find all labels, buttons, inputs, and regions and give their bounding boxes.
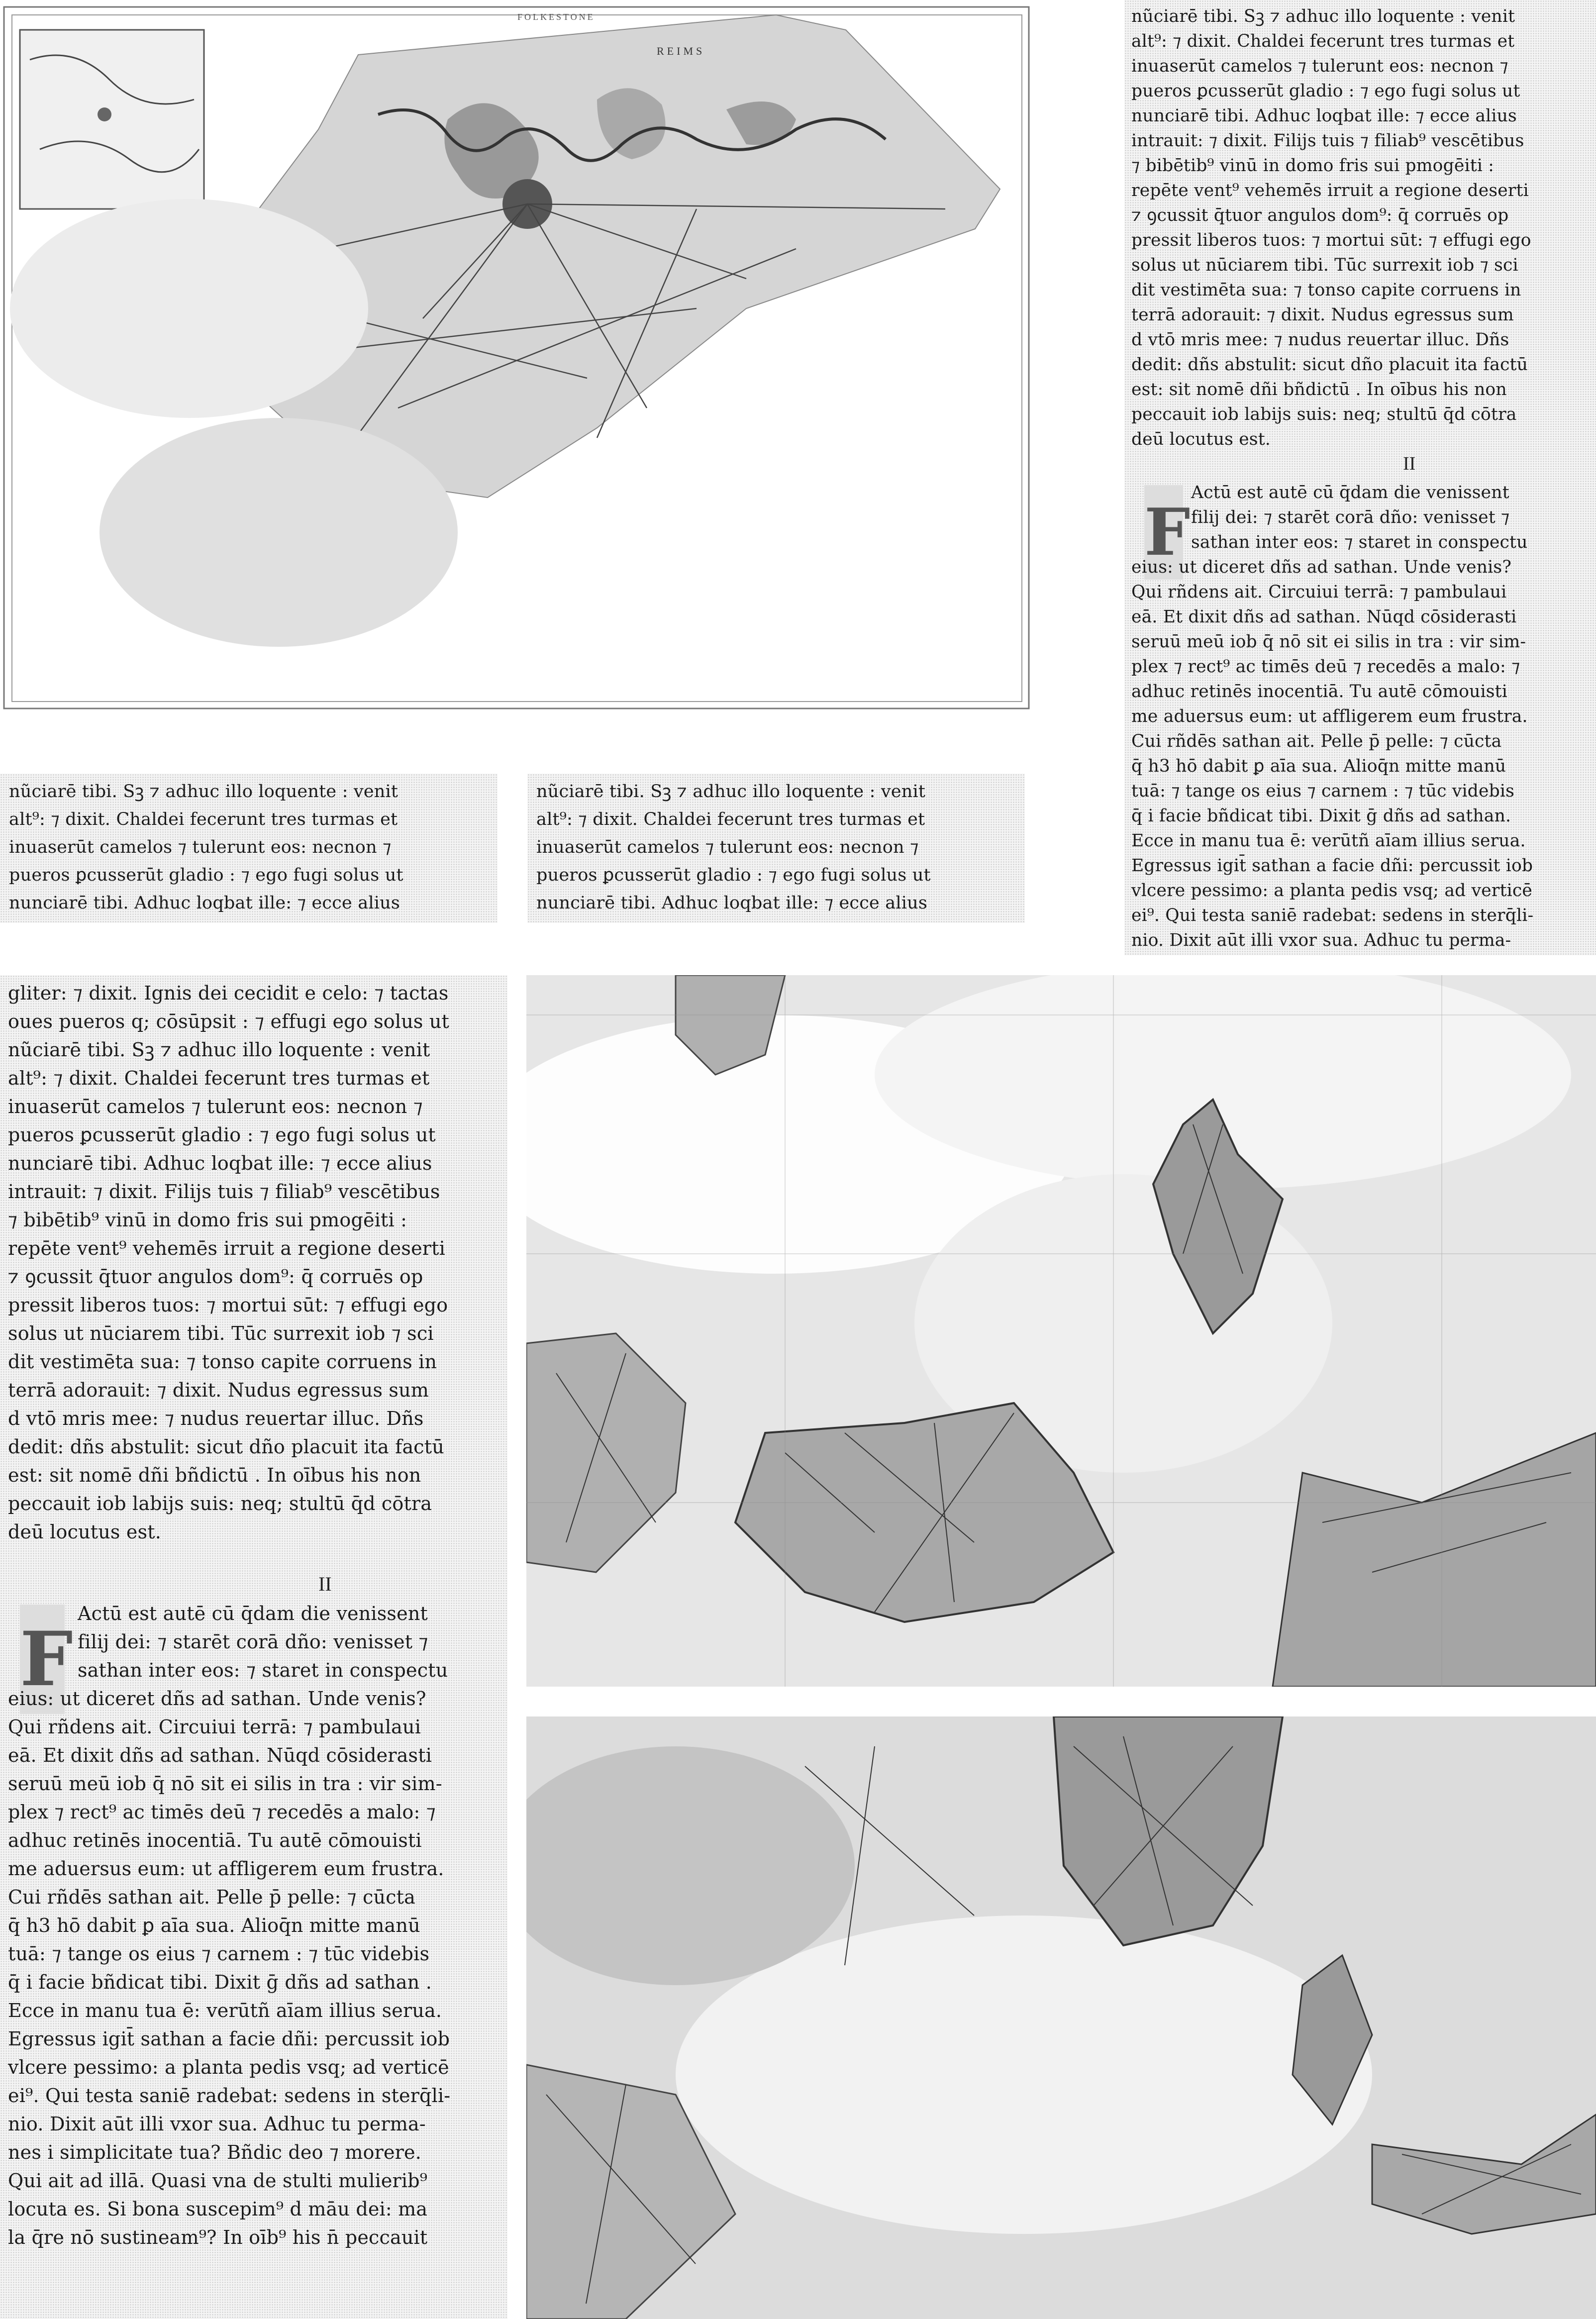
text-line: tuā: ⁊ tange os eius ⁊ carnem : ⁊ tūc videbis: [8, 1943, 430, 1965]
text-line: dit vestimēta sua: ⁊ tonso capite corruens in: [8, 1351, 437, 1373]
text-line: filij dei: ⁊ starēt corā dño: venisset ⁊: [1191, 507, 1510, 527]
text-line: pressit liberos tuos: ⁊ mortui sūt: ⁊ effugi ego: [8, 1294, 448, 1316]
text-line: nes i simplicitate tua? Bñdic deo ⁊ morere.: [8, 2141, 422, 2163]
map-panel-top-left: [0, 0, 1035, 712]
text-line: peccauit iob labijs suis: neq; stultū q̄d cōtra: [1131, 404, 1517, 424]
text-line: Ecce in manu tua ē: verūtñ aīam illius serua.: [8, 2000, 442, 2021]
text-line: d vtō mris mee: ⁊ nudus reuertar illuc. Dñs: [8, 1408, 424, 1429]
text-line: nũciarē tibi. Sꝫ ⁊ adhuc illo loquente : venit: [9, 782, 399, 802]
text-line: Cui rñdēs sathan ait. Pelle p̄ pelle: ⁊ cūcta: [8, 1886, 416, 1908]
text-line: intrauit: ⁊ dixit. Filijs tuis ⁊ filiab⁹ vescētibus: [1131, 131, 1524, 151]
text-line: Qui ait ad illā. Quasi vna de stulti mulierib⁹: [8, 2170, 428, 2192]
map-right-middle-graphic: [526, 975, 1596, 1687]
text-panel-left: [0, 975, 507, 2319]
text-line: alt⁹: ⁊ dixit. Chaldei fecerunt tres turmas et: [9, 809, 398, 829]
text-line: alt⁹: ⁊ dixit. Chaldei fecerunt tres turmas et: [8, 1067, 430, 1089]
text-line: seruū meū iob q̄ nō sit ei silis in tra : vir sim-: [1131, 632, 1526, 652]
text-line: pueros ꝑcusserūt gladio : ⁊ ego fugi solus ut: [8, 1124, 436, 1146]
text-line: nunciarē tibi. Adhuc loqbat ille: ⁊ ecce alius: [9, 893, 400, 913]
text-line: dedit: dñs abstulit: sicut dño placuit ita factū: [1131, 355, 1528, 375]
text-line: Qui rñdens ait. Circuiui terrā: ⁊ pambulaui: [8, 1716, 421, 1738]
map-right-bottom-graphic: [526, 1716, 1596, 2319]
text-line: terrā adorauit: ⁊ dixit. Nudus egressus sum: [8, 1379, 429, 1401]
text-line: terrā adorauit: ⁊ dixit. Nudus egressus sum: [1131, 305, 1514, 325]
text-line: gliter: ⁊ dixit. Ignis dei cecidit e celo: ⁊ tactas: [8, 982, 449, 1004]
text-strip-right-lines: [536, 778, 1019, 917]
text-line: q̄ h3 hō dabit ꝑ aīa sua. Alioq̄n mitte manū: [8, 1915, 420, 1936]
text-column-top-right-continued: [1131, 480, 1589, 953]
text-line: Qui rñdens ait. Circuiui terrā: ⁊ pambulaui: [1131, 582, 1507, 602]
text-line: vlcere pessimo: a planta pedis vsq; ad verticē: [1131, 881, 1533, 901]
text-line: ei⁹. Qui testa saniē radebat: sedens in sterq̄li-: [8, 2085, 451, 2107]
text-line: ⁊ ꝯcussit q̄tuor angulos dom⁹: q̄ corruēs op: [1131, 205, 1509, 225]
text-line: d vtō mris mee: ⁊ nudus reuertar illuc. Dñs: [1131, 330, 1509, 350]
text-line: Egressus igit̄ sathan a facie dñi: percussit iob: [1131, 856, 1533, 876]
text-strip-left: [0, 774, 498, 923]
text-line: pueros ꝑcusserūt gladio : ⁊ ego fugi solus ut: [1131, 81, 1520, 101]
text-line: nũciarē tibi. Sꝫ ⁊ adhuc illo loquente : venit: [8, 1039, 430, 1061]
chapter-number-left: II: [318, 1573, 332, 1595]
text-line: la q̄re nō sustineam⁹? In oīb⁹ his n̄ peccauit: [8, 2226, 428, 2248]
text-line: pueros ꝑcusserūt gladio : ⁊ ego fugi solus ut: [9, 865, 403, 885]
text-line: q̄ i facie bñdicat tibi. Dixit ḡ dñs ad sathan .: [8, 1971, 432, 1993]
text-line: intrauit: ⁊ dixit. Filijs tuis ⁊ filiab⁹ vescētibus: [8, 1181, 440, 1203]
text-line: repēte vent⁹ vehemēs irruit a regione deserti: [8, 1237, 445, 1259]
text-column-left: [8, 979, 500, 1546]
text-line: est: sit nomē dñi bñdictū . In oībus his non: [8, 1464, 421, 1486]
text-line: adhuc retinēs inocentiā. Tu autē cōmouisti: [8, 1829, 422, 1851]
text-line: seruū meū iob q̄ nō sit ei silis in tra : vir sim-: [8, 1773, 442, 1795]
text-line: alt⁹: ⁊ dixit. Chaldei fecerunt tres turmas et: [536, 809, 925, 829]
text-line: nũciarē tibi. Sꝫ ⁊ adhuc illo loquente : venit: [536, 782, 926, 802]
text-line: nio. Dixit aūt illi vxor sua. Adhuc tu perma-: [8, 2113, 426, 2135]
text-line: ⁊ bibētib⁹ vinū in domo fris sui pmogēiti :: [1131, 156, 1495, 176]
text-line: inuaserūt camelos ⁊ tulerunt eos: necnon ⁊: [536, 837, 919, 857]
text-line: vlcere pessimo: a planta pedis vsq; ad verticē: [8, 2056, 449, 2078]
text-line: me aduersus eum: ut affligerem eum frustra.: [1131, 706, 1528, 726]
text-line: locuta es. Si bona suscepim⁹ d māu dei: ma: [8, 2198, 428, 2220]
map-panel-right-middle: [526, 975, 1596, 1687]
text-line: deū locutus est.: [8, 1521, 162, 1543]
text-strip-left-lines: [9, 778, 492, 917]
text-line: q̄ h3 hō dabit ꝑ aīa sua. Alioq̄n mitte manū: [1131, 756, 1506, 776]
text-line: pressit liberos tuos: ⁊ mortui sūt: ⁊ effugi ego: [1131, 230, 1531, 250]
text-line: plex ⁊ rect⁹ ac timēs deū ⁊ recedēs a malo: ⁊: [1131, 657, 1520, 677]
text-line: inuaserūt camelos ⁊ tulerunt eos: necnon ⁊: [1131, 56, 1508, 76]
chapter-number-top-right: II: [1403, 453, 1416, 474]
text-line: dit vestimēta sua: ⁊ tonso capite corruens in: [1131, 280, 1521, 300]
text-line: nunciarē tibi. Adhuc loqbat ille: ⁊ ecce alius: [1131, 106, 1517, 126]
map-panel-right-bottom: [526, 1716, 1596, 2319]
text-line: nio. Dixit aūt illi vxor sua. Adhuc tu perma-: [1131, 930, 1511, 950]
text-line: pueros ꝑcusserūt gladio : ⁊ ego fugi solus ut: [536, 865, 931, 885]
drop-cap-left-icon: F: [20, 1605, 65, 1714]
text-line: oues pueros q; cōsūpsit : ⁊ effugi ego solus ut: [8, 1010, 449, 1032]
text-line: sathan inter eos: ⁊ staret in conspectu: [78, 1659, 448, 1681]
text-line: alt⁹: ⁊ dixit. Chaldei fecerunt tres turmas et: [1131, 31, 1515, 51]
text-line: Actū est autē cū q̄dam die venissent: [1191, 483, 1509, 503]
text-line: filij dei: ⁊ starēt corā dño: venisset ⁊: [78, 1631, 428, 1653]
text-panel-top-right: [1124, 0, 1596, 955]
text-line: nunciarē tibi. Adhuc loqbat ille: ⁊ ecce alius: [8, 1152, 432, 1174]
text-line: solus ut nūciarem tibi. Tūc surrexit iob ⁊ sci: [1131, 255, 1518, 275]
text-line: eā. Et dixit dñs ad sathan. Nūqd cōsiderasti: [8, 1744, 432, 1766]
map-label-corner: FOLKESTONE: [517, 12, 595, 22]
text-line: q̄ i facie bñdicat tibi. Dixit ḡ dñs ad sathan.: [1131, 806, 1511, 826]
text-line: me aduersus eum: ut affligerem eum frustra.: [8, 1858, 444, 1880]
text-line: ⁊ ꝯcussit q̄tuor angulos dom⁹: q̄ corruēs op: [8, 1266, 423, 1288]
text-line: inuaserūt camelos ⁊ tulerunt eos: necnon ⁊: [9, 837, 392, 857]
text-line: solus ut nūciarem tibi. Tūc surrexit iob ⁊ sci: [8, 1322, 434, 1344]
text-line: adhuc retinēs inocentiā. Tu autē cōmouisti: [1131, 682, 1507, 702]
text-line: ⁊ bibētib⁹ vinū in domo fris sui pmogēiti :: [8, 1209, 407, 1231]
text-line: eius: ut diceret dñs ad sathan. Unde venis?: [1131, 557, 1512, 577]
map-label-river: REIMS: [657, 45, 705, 57]
text-line: eā. Et dixit dñs ad sathan. Nūqd cōsiderasti: [1131, 607, 1517, 627]
text-line: nũciarē tibi. Sꝫ ⁊ adhuc illo loquente : venit: [1131, 6, 1515, 26]
text-line: Egressus igit̄ sathan a facie dñi: percussit iob: [8, 2028, 450, 2050]
map-top-left-graphic: [0, 0, 1035, 712]
text-line: repēte vent⁹ vehemēs irruit a regione deserti: [1131, 181, 1529, 201]
text-line: dedit: dñs abstulit: sicut dño placuit ita factū: [8, 1436, 444, 1458]
text-line: tuā: ⁊ tange os eius ⁊ carnem : ⁊ tūc videbis: [1131, 781, 1515, 801]
text-line: Ecce in manu tua ē: verūtñ aīam illius serua.: [1131, 831, 1526, 851]
text-line: eius: ut diceret dñs ad sathan. Unde venis?: [8, 1688, 426, 1710]
text-column-top-right: [1131, 4, 1589, 452]
text-line: inuaserūt camelos ⁊ tulerunt eos: necnon ⁊: [8, 1096, 423, 1117]
text-strip-right: [527, 774, 1025, 923]
text-line: est: sit nomē dñi bñdictū . In oībus his non: [1131, 380, 1507, 400]
text-column-left-continued: [8, 1600, 500, 2252]
text-line: Actū est autē cū q̄dam die venissent: [78, 1603, 428, 1624]
text-line: sathan inter eos: ⁊ staret in conspectu: [1191, 532, 1528, 552]
text-line: plex ⁊ rect⁹ ac timēs deū ⁊ recedēs a malo: ⁊: [8, 1801, 436, 1823]
text-line: nunciarē tibi. Adhuc loqbat ille: ⁊ ecce alius: [536, 893, 928, 913]
drop-cap-top-right-icon: F: [1144, 485, 1183, 580]
text-line: peccauit iob labijs suis: neq; stultū q̄d cōtra: [8, 1493, 432, 1514]
inset-map: [20, 30, 204, 209]
text-line: deū locutus est.: [1131, 429, 1271, 449]
text-line: ei⁹. Qui testa saniē radebat: sedens in sterq̄li-: [1131, 906, 1534, 925]
text-line: Cui rñdēs sathan ait. Pelle p̄ pelle: ⁊ cūcta: [1131, 731, 1502, 751]
